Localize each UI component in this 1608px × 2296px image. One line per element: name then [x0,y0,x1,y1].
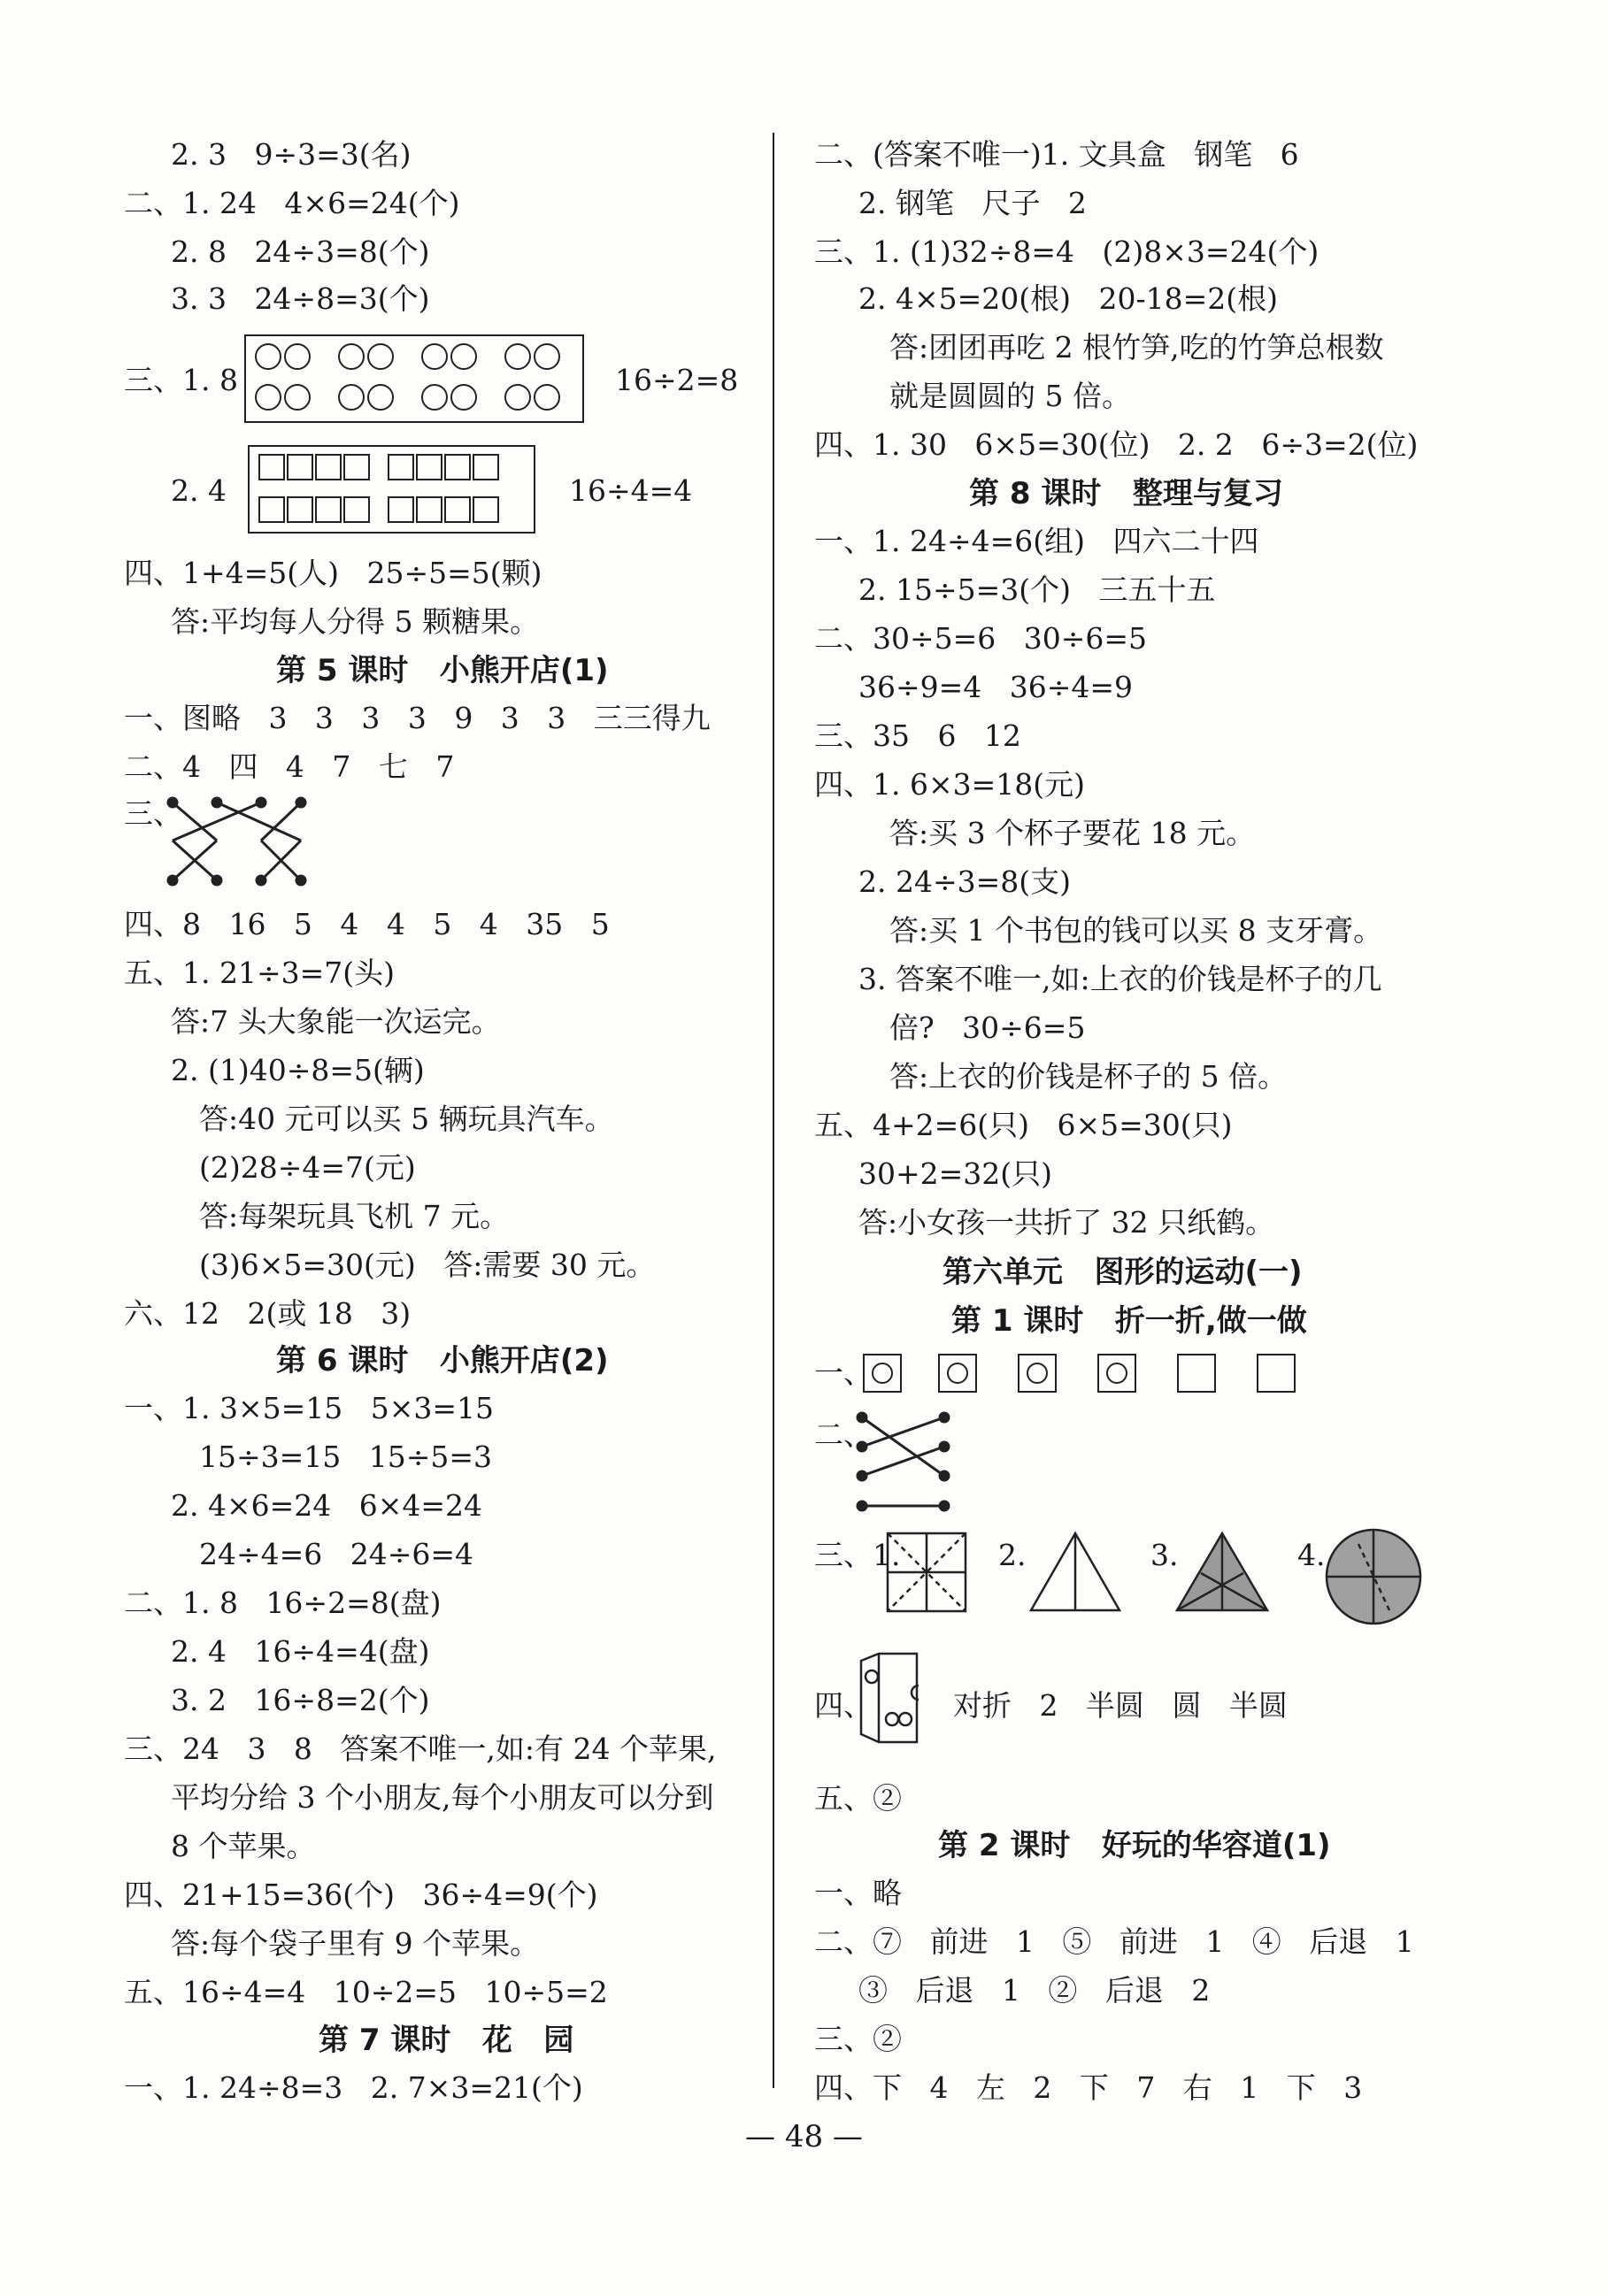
section-title: 第 8 课时 整理与复习 [969,476,1283,511]
answer-line: 二、(答案不唯一)1. 文具盒 钢笔 6 [814,137,1299,172]
answer-line: 答:平均每人分得 5 颗糖果。 [171,604,540,639]
answer-line: 30+2=32(只) [858,1156,1053,1191]
answer-line: 答:买 1 个书包的钱可以买 8 支牙膏。 [889,913,1383,948]
answer-line: 二、4 四 4 7 七 7 [124,749,455,784]
answer-line: 三、1. 8 [124,363,238,397]
answer-line: 三、1. [814,1538,901,1572]
matching-lines-figure [164,792,314,894]
answer-line: 2. 4×5=20(根) 20-18=2(根) [858,281,1279,316]
answer-line: 2. 24÷3=8(支) [858,864,1072,899]
answer-line: 二、1. 24 4×6=24(个) [124,186,460,220]
answer-line: 三、1. (1)32÷8=4 (2)8×3=24(个) [814,234,1319,269]
answer-line: 一、1. 24÷8=3 2. 7×3=21(个) [124,2070,583,2105]
answer-line: 平均分给 3 个小朋友,每个小朋友可以分到 [171,1780,714,1815]
answer-line: 一、1. 3×5=15 5×3=15 [124,1391,495,1425]
squares-grouping-figure [248,445,535,534]
answer-line: 答:每架玩具飞机 7 元。 [199,1199,510,1233]
section-title: 第 6 课时 小熊开店(2) [276,1343,609,1378]
answer-line: 四、1. 6×3=18(元) [814,767,1086,802]
answer-line: 2. 4×6=24 6×4=24 [171,1488,483,1523]
answer-line: 2. [998,1538,1027,1572]
option-square-with-circle-4 [1097,1354,1136,1393]
answer-line: 24÷4=6 24÷6=4 [199,1537,474,1571]
answer-line: 8 个苹果。 [171,1829,316,1863]
answer-line: 对折 2 半圆 圆 半圆 [953,1688,1288,1723]
answer-line: 答:团团再吃 2 根竹笋,吃的竹笋总根数 [889,330,1384,365]
answer-line: 四、21+15=36(个) 36÷4=9(个) [124,1877,598,1912]
answer-line: 一、略 [814,1876,902,1910]
answer-line: 36÷9=4 36÷4=9 [858,670,1134,704]
answer-line: 六、12 2(或 18 3) [124,1296,412,1331]
answer-line: 四、下 4 左 2 下 7 右 1 下 3 [814,2070,1363,2105]
answer-line: 3. [1150,1538,1179,1572]
answer-line: 2. 8 24÷3=8(个) [171,234,430,269]
answer-line: 4. [1297,1538,1326,1572]
answer-line: 2. 4 [171,473,227,508]
option-square-empty-2 [1257,1354,1296,1393]
answer-line: 二、 [814,1417,873,1452]
answer-line: 3. 答案不唯一,如:上衣的价钱是杯子的几 [858,962,1382,996]
section-title: 第六单元 图形的运动(一) [942,1255,1303,1290]
answer-line: 一、图略 3 3 3 3 9 3 3 三三得九 [124,701,711,735]
answer-line: 一、 [814,1355,873,1390]
answer-line: 四、1+4=5(人) 25÷5=5(颗) [124,556,542,590]
answer-line: 一、1. 24÷4=6(组) 四六二十四 [814,524,1259,558]
answer-line: 四、1. 30 6×5=30(位) 2. 2 6÷3=2(位) [814,427,1419,462]
answer-line: 五、16÷4=4 10÷2=5 10÷5=2 [124,1975,608,2009]
answer-line: 倍? 30÷6=5 [889,1010,1086,1045]
answer-line: 四、8 16 5 4 4 5 4 35 5 [124,907,610,941]
answer-line: 2. 钢笔 尺子 2 [858,186,1087,220]
answer-line: 三、35 6 12 [814,718,1021,753]
answer-line: 三、24 3 8 答案不唯一,如:有 24 个苹果, [124,1732,717,1766]
answer-line: 五、② [814,1781,902,1816]
section-title: 第 5 课时 小熊开店(1) [276,653,609,688]
section-title: 第 1 课时 折一折,做一做 [951,1303,1307,1339]
answer-line: 答:40 元可以买 5 辆玩具汽车。 [199,1102,614,1136]
answer-line: 答:7 头大象能一次运完。 [171,1004,501,1039]
option-square-with-circle-2 [938,1354,977,1393]
shaded-triangle-figure [1173,1529,1272,1617]
answer-line: (3)6×5=30(元) 答:需要 30 元。 [199,1248,656,1282]
answer-line: 16÷4=4 [569,473,693,508]
answer-line: 3. 3 24÷8=3(个) [171,281,430,316]
answer-line: 三、 [124,796,182,831]
answer-line: 就是圆圆的 5 倍。 [889,379,1131,413]
answer-line: 2. (1)40÷8=5(辆) [171,1053,425,1087]
folded-triangle-figure [1027,1529,1124,1617]
answer-line: 2. 4 16÷4=4(盘) [171,1634,430,1669]
shaded-circle-figure [1323,1526,1425,1628]
option-square-with-circle-3 [1018,1354,1057,1393]
answer-line: 二、⑦ 前进 1 ⑤ 前进 1 ④ 后退 1 [814,1924,1414,1959]
answer-line: 2. 15÷5=3(个) 三五十五 [858,572,1216,607]
answer-line: 答:上衣的价钱是杯子的 5 倍。 [889,1059,1288,1094]
section-title: 第 2 课时 好玩的华容道(1) [938,1828,1331,1863]
answer-line: 16÷2=8 [615,363,739,397]
answer-line: 五、1. 21÷3=7(头) [124,956,396,990]
column-divider [773,133,774,2088]
answer-line: 三、② [814,2022,902,2056]
answer-line: 答:买 3 个杯子要花 18 元。 [889,816,1256,850]
answer-line: (2)28÷4=7(元) [199,1150,416,1185]
answer-line: ③ 后退 1 ② 后退 2 [858,1973,1211,2008]
answer-line: 四、 [814,1688,873,1723]
answer-line: 答:小女孩一共折了 32 只纸鹤。 [858,1205,1275,1240]
page-number: — 48 — [745,2119,863,2154]
answer-line: 2. 3 9÷3=3(名) [171,137,412,172]
section-title: 第 7 课时 花 园 [319,2023,574,2058]
answer-line: 15÷3=15 15÷5=3 [199,1440,493,1474]
answer-line: 二、30÷5=6 30÷6=5 [814,621,1148,656]
option-square-empty-1 [1177,1354,1216,1393]
answer-line: 答:每个袋子里有 9 个苹果。 [171,1926,540,1961]
answer-line: 二、1. 8 16÷2=8(盘) [124,1586,442,1620]
circles-grouping-figure [244,334,584,423]
answer-line: 3. 2 16÷8=2(个) [171,1683,430,1717]
answer-line: 五、4+2=6(只) 6×5=30(只) [814,1108,1233,1142]
